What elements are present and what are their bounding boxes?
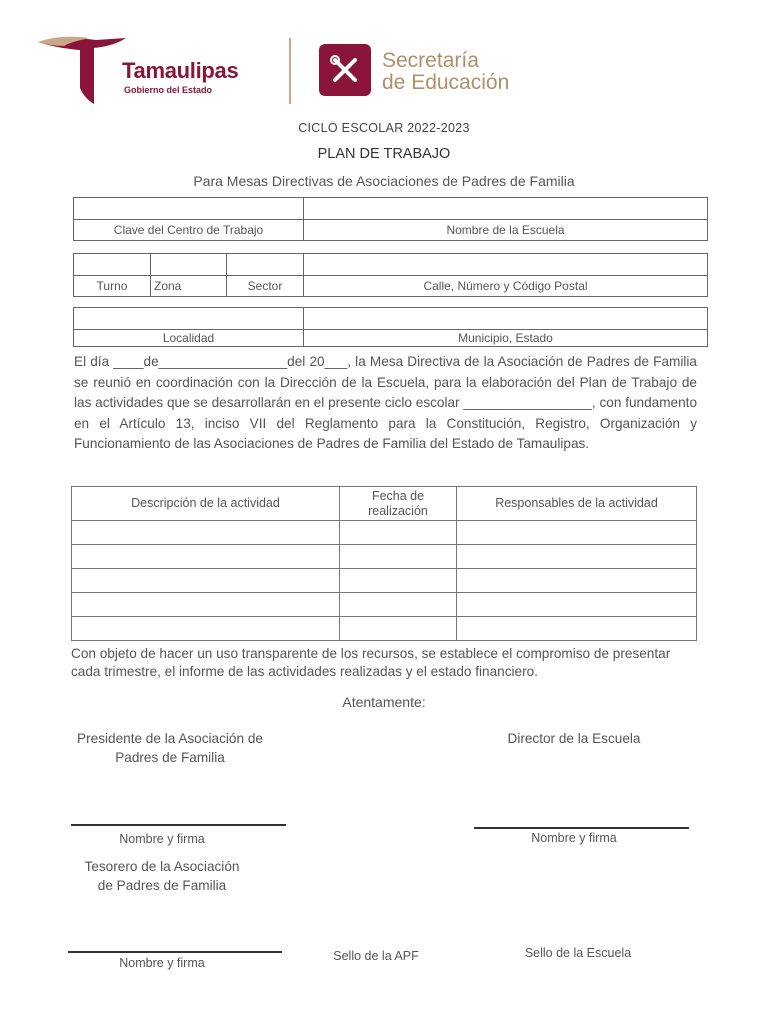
table-row — [72, 569, 697, 593]
table-row — [72, 521, 697, 545]
zona-label: Zona — [151, 276, 227, 297]
treasurer-title: Tesorero de la Asociación de Padres de Familia — [84, 859, 240, 893]
treasurer-signature-line[interactable] — [68, 951, 282, 953]
clave-label: Clave del Centro de Trabajo — [74, 220, 304, 241]
sector-field[interactable] — [227, 254, 304, 276]
table-row — [72, 545, 697, 569]
document-title: PLAN DE TRABAJO — [317, 146, 451, 162]
location-info-table — [73, 253, 708, 297]
localidad-label: Localidad — [74, 330, 304, 347]
school-info-table — [73, 197, 708, 241]
educacion-label: de Educación — [382, 71, 510, 94]
school-cycle: CICLO ESCOLAR 2022-2023 — [298, 121, 470, 135]
locality-info-table — [73, 307, 708, 347]
calle-field[interactable] — [304, 254, 708, 276]
turno-field[interactable] — [74, 254, 151, 276]
activities-table — [71, 486, 697, 641]
col-description-header: Descripción de la actividad — [72, 487, 340, 521]
tamaulipas-logo-icon — [34, 36, 126, 106]
secretaria-label: Secretaría — [382, 49, 479, 72]
nombre-escuela-field[interactable] — [304, 198, 708, 220]
gov-subtitle: Gobierno del Estado — [124, 85, 213, 95]
commitment-text: Con objeto de hacer un uso transparente de los recursos, se establece el compromiso de presentar cada trimestre, el informe de las actividades realizadas y el estado financiero. — [71, 646, 671, 679]
school-seal-label: Sello de la Escuela — [524, 946, 632, 960]
director-title: Director de la Escuela — [507, 731, 641, 746]
municipio-field[interactable] — [304, 308, 708, 330]
gov-name: Tamaulipas — [122, 58, 239, 83]
apf-seal-label: Sello de la APF — [333, 949, 419, 963]
meeting-statement: El día ____de_________________del 20___, la Mesa Directiva de la Asociación de Padres de Familia se reunió en coordinación con la Dirección de la Escuela, para la elaboración del Plan de Trabajo de las actividades que se desarrollarán en el presente ciclo escolar _________________, con fundamento en el Artículo 13, inciso VII del Reglamento para la Constitución, Registro, Organización y Funcionamiento de las Asociaciones de Padres de Familia del Estado de Tamaulipas. — [74, 354, 697, 451]
col-date-header: Fecha de realización — [340, 487, 457, 521]
header-logos — [34, 34, 514, 108]
calle-label: Calle, Número y Código Postal — [304, 276, 708, 297]
clave-field[interactable] — [74, 198, 304, 220]
president-name-label: Nombre y firma — [119, 832, 205, 846]
table-row — [72, 617, 697, 641]
president-title: Presidente de la Asociación de Padres de Familia — [77, 731, 263, 765]
logo-divider — [289, 38, 291, 104]
document-subtitle: Para Mesas Directivas de Asociaciones de Padres de Familia — [193, 173, 575, 189]
zona-field[interactable] — [151, 254, 227, 276]
education-logo-icon — [319, 44, 371, 96]
col-responsible-header: Responsables de la actividad — [457, 487, 697, 521]
director-name-label: Nombre y firma — [531, 831, 617, 845]
turno-label: Turno — [74, 276, 151, 297]
nombre-escuela-label: Nombre de la Escuela — [304, 220, 708, 241]
sector-label: Sector — [227, 276, 304, 297]
president-signature-line[interactable] — [71, 824, 286, 826]
atentamente-label: Atentamente: — [342, 694, 426, 710]
municipio-label: Municipio, Estado — [304, 330, 708, 347]
table-row — [72, 593, 697, 617]
treasurer-name-label: Nombre y firma — [119, 956, 205, 970]
localidad-field[interactable] — [74, 308, 304, 330]
director-signature-line[interactable] — [474, 827, 689, 829]
